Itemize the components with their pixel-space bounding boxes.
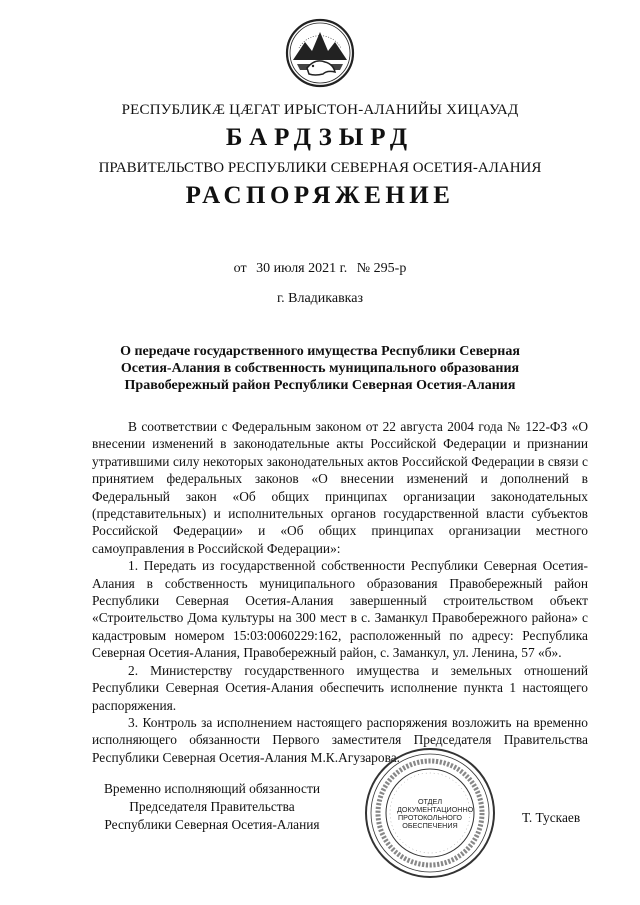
signatory-line: Республики Северная Осетия-Алания bbox=[104, 817, 320, 832]
document-date-line bbox=[0, 261, 640, 277]
signer-name: Т. Тускаев bbox=[522, 810, 581, 825]
item-2-paragraph: 2. Министерству государственного имущества и земельных отношений Республики Северная Осетия-Алания обеспечить исполнение пункта 1 настоящего распоряжения. bbox=[92, 662, 588, 713]
document-date: 30 июля 2021 г. bbox=[256, 261, 348, 276]
stamp-text-line: ОТДЕЛ bbox=[417, 797, 443, 806]
signatory-line: Председателя Правительства bbox=[129, 799, 295, 814]
header-republic-ossetian: РЕСПУБЛИКӔ ЦӔГАТ ИРЫСТОН-АЛАНИЙЫ ХИЦАУАД bbox=[121, 102, 519, 118]
document-title bbox=[0, 343, 640, 394]
header-doc-type-ossetian: БАРДЗЫРД bbox=[225, 124, 415, 151]
document-body bbox=[92, 418, 588, 766]
document-city: г. Владикавказ bbox=[276, 291, 364, 306]
item-1-paragraph: 1. Передать из государственной собственности Республики Северная Осетия-Алания в собственность муниципального образования Правобережный район Республики Северная Осетия-Алания завершенный строительством объект «Строительство Дома культуры на 300 мест в с. Заманкул Правобережного района» с кадастровым номером 15:03:0060229:162, расположенный по адресу: Республика Северная Осетия-Алания, Правобережный район, с. Заманкул, ул. Ленина, 57 «б». bbox=[92, 558, 588, 661]
signatory-line: Временно исполняющий обязанности bbox=[103, 781, 321, 796]
header-government-russian: ПРАВИТЕЛЬСТВО РЕСПУБЛИКИ СЕВЕРНАЯ ОСЕТИЯ-АЛАНИЯ bbox=[98, 160, 542, 176]
stamp-text-line: ОБЕСПЕЧЕНИЯ bbox=[402, 821, 458, 830]
signatory-title-block bbox=[92, 780, 332, 834]
date-prefix: от bbox=[233, 261, 247, 276]
document-number: № 295-р bbox=[356, 261, 407, 276]
header-doc-type-russian: РАСПОРЯЖЕНИЕ bbox=[185, 182, 455, 209]
stamp-text-line: ДОКУМЕНТАЦИОННО bbox=[397, 805, 474, 814]
preamble-paragraph: В соответствии с Федеральным законом от 22 августа 2004 года № 122-ФЗ «О внесении изменений в законодательные акты Российской Федерации и признании утратившими силу некоторых законодательных актов Российской Федерации в связи с принятием федеральных законов «О внесении изменений и дополнений в Федеральный закон «Об общих принципах организации законодательных (представительных) и исполнительных органов государственной власти субъектов Российской Федерации» и «Об общих принципах организации местного самоуправления в Российской Федерации»: bbox=[92, 419, 588, 556]
stamp-text-line: ПРОТОКОЛЬНОГО bbox=[398, 813, 462, 822]
title-line: Правобережный район Республики Северная Осетия-Алания bbox=[124, 378, 516, 393]
title-line: Осетия-Алания в собственность муниципального образования bbox=[120, 361, 520, 376]
stamp-center-text bbox=[397, 797, 474, 830]
item-3-paragraph: 3. Контроль за исполнением настоящего распоряжения возложить на временно исполняющего обязанности Первого заместителя Председателя Правительства Республики Северная Осетия-Алания М.К.Агузарова. bbox=[92, 714, 588, 765]
title-line: О передаче государственного имущества Республики Северная bbox=[120, 344, 520, 359]
coat-of-arms-emblem bbox=[285, 18, 355, 88]
